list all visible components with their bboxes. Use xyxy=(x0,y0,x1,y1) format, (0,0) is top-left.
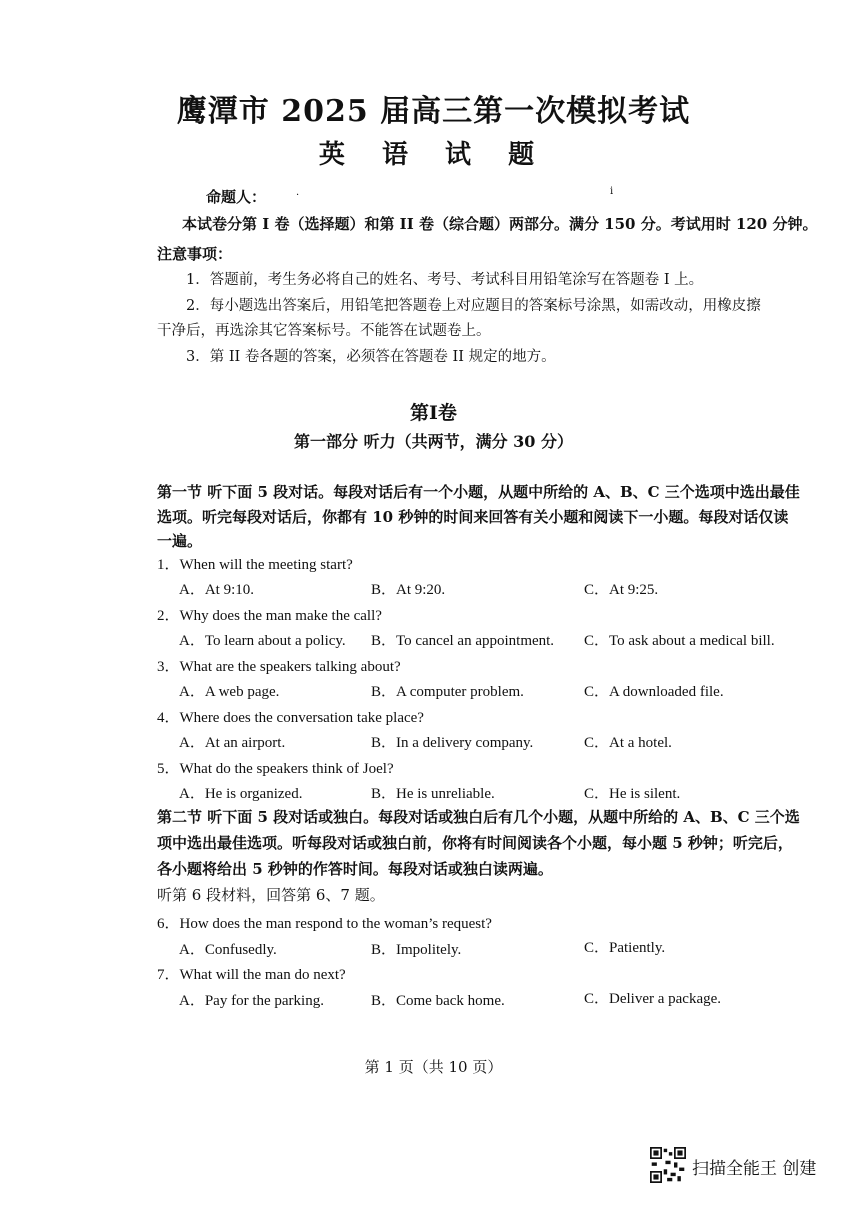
section2-instructions: 第二节 听下面 5 段对话或独白。每段对话或独白后有几个小题，从题中所给的 A、B、C 三个选 xyxy=(157,808,800,826)
option-b: B．He is unreliable. xyxy=(371,786,495,802)
option-c: C．To ask about a medical bill. xyxy=(584,633,775,649)
option-c: C．Deliver a package. xyxy=(584,991,722,1007)
scan-speck: ⅰ xyxy=(610,186,614,197)
notice-rule: 3．第 II 卷各题的答案，必须答在答题卷 II 规定的地方。 xyxy=(186,349,556,365)
question-stem: 3．What are the speakers talking about? xyxy=(157,659,401,675)
option-c: C．At a hotel. xyxy=(584,735,672,751)
exam-title: 鹰潭市 2025 届高三第一次模拟考试 xyxy=(176,94,691,129)
notice-heading: 注意事项： xyxy=(157,245,233,263)
question-stem: 6．How does the man respond to the woman’s request? xyxy=(157,916,492,932)
section2-instructions: 项中选出最佳选项。听每段对话或独白前，你将有时间阅读各个小题，每小题 5 秒钟；听完后， xyxy=(157,834,793,852)
exam-intro: 本试卷分第 I 卷（选择题）和第 II 卷（综合题）两部分。满分 150 分。考试用时 120 分钟。 xyxy=(182,215,818,233)
option-b: B．To cancel an appointment. xyxy=(371,633,555,649)
page-number: 第 1 页（共 10 页） xyxy=(364,1058,503,1076)
option-a: A．At 9:10. xyxy=(179,582,255,598)
notice-rule: 2．每小题选出答案后，用铅笔把答题卷上对应题目的答案标号涂黑，如需改动，用橡皮擦 xyxy=(186,298,761,314)
section1-instructions: 一遍。 xyxy=(157,532,203,550)
option-a: A．A web page. xyxy=(179,684,280,700)
option-b: B．A computer problem. xyxy=(371,684,524,700)
option-c: C．A downloaded file. xyxy=(584,684,724,700)
question-stem: 5．What do the speakers think of Joel? xyxy=(157,761,394,777)
option-c: C．He is silent. xyxy=(584,786,681,802)
question-stem: 1．When will the meeting start? xyxy=(157,557,353,573)
option-a: A．To learn about a policy. xyxy=(179,633,346,649)
option-a: A．At an airport. xyxy=(179,735,286,751)
option-a: A．Confusedly. xyxy=(179,942,277,958)
author-label: 命题人： xyxy=(206,188,267,206)
qr-code-icon xyxy=(650,1147,686,1183)
exam-subtitle: 英 语 试 题 xyxy=(318,140,549,170)
notice-rule: 1．答题前，考生务必将自己的姓名、考号、考试科目用铅笔涂写在答题卷 I 上。 xyxy=(186,272,704,288)
section2-instructions: 各小题将给出 5 秒钟的作答时间。每段对话或独白读两遍。 xyxy=(157,860,553,878)
option-b: B．In a delivery company. xyxy=(371,735,534,751)
volume-heading: 第I卷 xyxy=(410,402,457,424)
section1-instructions: 第一节 听下面 5 段对话。每段对话后有一个小题，从题中所给的 A、B、C 三个选项中选出最佳 xyxy=(157,483,800,501)
section1-instructions: 选项。听完每段对话后，你都有 10 秒钟的时间来回答有关小题和阅读下一小题。每段对话仅读 xyxy=(157,508,789,526)
option-a: A．He is organized. xyxy=(179,786,303,802)
question-stem: 4．Where does the conversation take place? xyxy=(157,710,424,726)
scanner-watermark: 扫描全能王 创建 xyxy=(692,1159,817,1179)
question-stem: 2．Why does the man make the call? xyxy=(157,608,382,624)
option-a: A．Pay for the parking. xyxy=(179,993,324,1009)
question-stem: 7．What will the man do next? xyxy=(157,967,346,983)
notice-rule: 干净后，再选涂其它答案标号。不能答在试题卷上。 xyxy=(157,323,491,339)
part-heading: 第一部分 听力（共两节，满分 30 分） xyxy=(294,432,573,451)
material-instruction: 听第 6 段材料，回答第 6、7 题。 xyxy=(157,886,385,904)
option-c: C．At 9:25. xyxy=(584,582,659,598)
option-b: B．At 9:20. xyxy=(371,582,446,598)
option-b: B．Impolitely. xyxy=(371,942,462,958)
option-b: B．Come back home. xyxy=(371,993,505,1009)
option-c: C．Patiently. xyxy=(584,940,666,956)
scan-speck: · xyxy=(296,190,300,201)
